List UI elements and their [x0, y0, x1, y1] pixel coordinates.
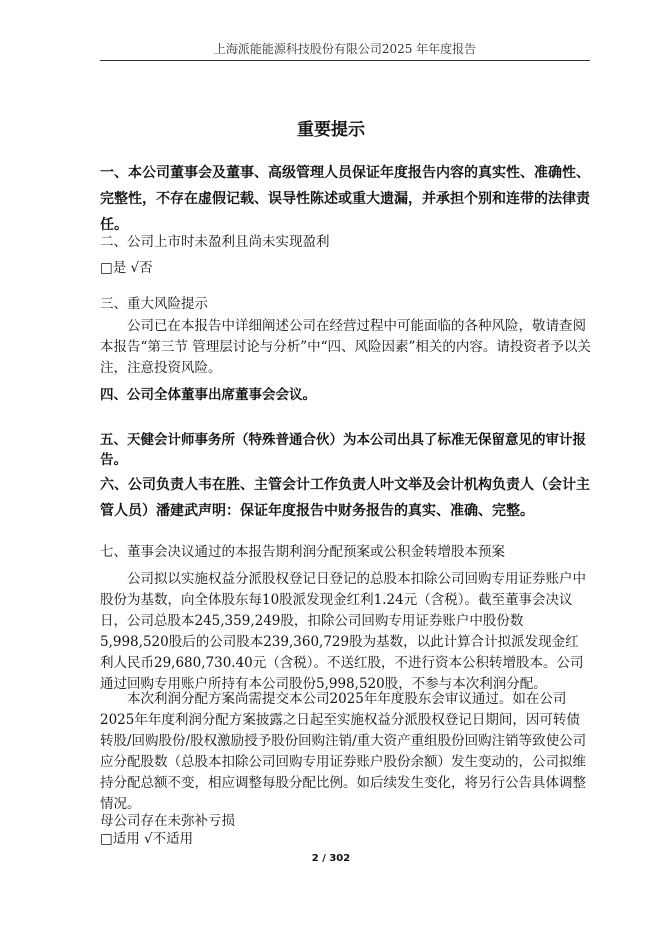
- section-2-options: □是 √否: [100, 260, 153, 276]
- section-7-body-2: 本次利润分配方案尚需提交本公司2025年年度股东会审议通过。如在公司2025年年度利润分配方案披露之日起至实施权益分派股权登记日期间，因可转债转股/回购股份/股权激励授予股份回购注销/重大资产重组股份回购注销等致使公司应分配股数（总股本扣除公司回购专用证券账户股份余额）发生变动的，公司拟维持分配总额不变，相应调整每股分配比例。如后续发生变化，将另行公告具体调整情况。: [100, 691, 587, 812]
- section-8-heading: 母公司存在未弥补亏损: [100, 813, 235, 829]
- section-3-body: 公司已在本报告中详细阐述公司在经营过程中可能面临的各种风险，敬请查阅本报告“第三节 管理层讨论与分析”中“四、风险因素”相关的内容。请投资者予以关注，注意投资风险。: [100, 318, 591, 376]
- header-rule: [100, 60, 590, 61]
- page-title: 重要提示: [297, 120, 365, 140]
- section-7-body-1: 公司拟以实施权益分派股权登记日登记的总股本扣除公司回购专用证券账户中股份为基数，向全体股东每10股派发现金红利1.24元（含税）。截至董事会决议日，公司总股本245,359,249股，扣除公司回购专用证券账户中股份数5,998,520股后的公司股本239,360,729股为基数，以此计算合计拟派发现金红利人民币29,680,730.40元（含税）。不送红股，不进行资本公积转增股本。公司通过回购专用账户所持有本公司股份5,998,520股，不参与本次利润分配。: [100, 571, 586, 692]
- section-1-statement: 一、本公司董事会及董事、高级管理人员保证年度报告内容的真实性、准确性、完整性，不存在虚假记载、误导性陈述或重大遗漏，并承担个别和连带的法律责任。: [100, 165, 590, 233]
- section-6-statement: 六、公司负责人韦在胜、主管会计工作负责人叶文举及会计机构负责人（会计主管人员）潘建武声明：保证年度报告中财务报告的真实、准确、完整。: [100, 477, 590, 519]
- section-3-heading: 三、重大风险提示: [100, 296, 208, 312]
- section-5-statement: 五、天健会计师事务所（特殊普通合伙）为本公司出具了标准无保留意见的审计报告。: [100, 432, 586, 468]
- section-4-statement: 四、公司全体董事出席董事会会议。: [100, 387, 316, 403]
- section-2-heading: 二、公司上市时未盈利且尚未实现盈利: [100, 234, 330, 250]
- section-7-heading: 七、董事会决议通过的本报告期利润分配预案或公积金转增股本预案: [100, 544, 505, 560]
- running-header: 上海派能能源科技股份有限公司2025 年年度报告: [213, 42, 477, 56]
- page-number: 2 / 302: [311, 853, 351, 864]
- section-8-options: □适用 √不适用: [100, 831, 194, 847]
